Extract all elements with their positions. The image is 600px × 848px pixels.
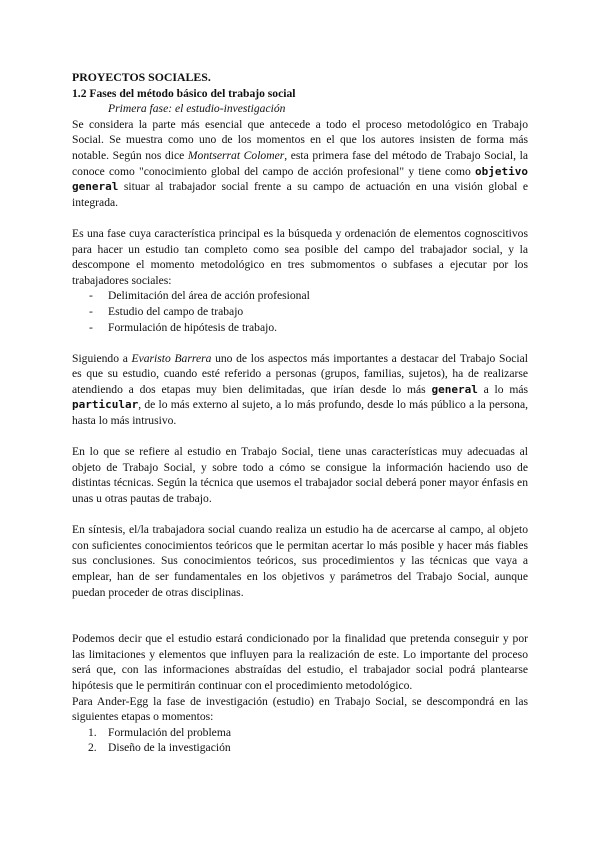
list-item-label: Delimitación del área de acción profesional bbox=[108, 289, 310, 303]
document-title: PROYECTOS SOCIALES. bbox=[72, 70, 211, 84]
list-item-label: Formulación del problema bbox=[108, 725, 231, 739]
list-item bbox=[72, 740, 528, 756]
paragraph-barrera-text-1: Siguiendo a bbox=[72, 351, 132, 365]
author-barrera: Evaristo Barrera bbox=[131, 351, 212, 365]
paragraph-gap-large bbox=[72, 600, 528, 631]
paragraph-conditioning: Podemos decir que el estudio estará condicionado por la finalidad que pretenda conseguir y por las limitaciones y elementos que influyen para la realización de este. Lo importante del proceso será que, con las informaciones abstraídas del estudio, el trabajador social podrá plantearse hipótesis que le permitirán continuar con el procedimiento metodológico. bbox=[72, 632, 528, 692]
list-item-label: Formulación de hipótesis de trabajo. bbox=[108, 320, 278, 334]
paragraph-gap bbox=[72, 507, 528, 523]
paragraph-gap bbox=[72, 429, 528, 445]
paragraph-barrera-text-2: uno de los aspectos más importantes a destacar del Trabajo Social es que su estudio, cuando esté referido a personas (grupos, familias, sujetos), ha de realizarse atendiendo a dos etapas muy bien delimitadas, que irían desde lo más bbox=[72, 351, 528, 396]
list-item bbox=[72, 288, 528, 304]
paragraph-intro-text-2: , esta primera fase del método de Trabajo Social, la conoce como "conocimiento global del campo de acción profesional" y tiene como bbox=[72, 148, 528, 178]
list-number: 1. bbox=[88, 725, 97, 739]
paragraph-barrera-text-3: a lo más bbox=[477, 382, 528, 396]
dash-bullet: - bbox=[89, 304, 93, 318]
paragraph-intro bbox=[72, 117, 528, 211]
paragraph-gap bbox=[72, 210, 528, 226]
list-item bbox=[72, 304, 528, 320]
list-number: 2. bbox=[88, 741, 97, 755]
submoments-list bbox=[72, 288, 528, 335]
paragraph-techniques: En lo que se refiere al estudio en Trabajo Social, tiene unas características muy adecuadas al objeto de Trabajo Social, y sobre todo a cómo se consigue la información haciendo uso de distintas técnicas. Según la técnica que usemos el trabajador social deberá poner mayor énfasis en unas u otras pautas de trabajo. bbox=[72, 445, 528, 506]
paragraph-gap bbox=[72, 335, 528, 351]
paragraph-intro-text-3: situar al trabajador social frente a su campo de actuación en una visión global e integrada. bbox=[72, 180, 528, 209]
paragraph-synthesis: En síntesis, el/la trabajadora social cuando realiza un estudio ha de acercarse al campo, al objeto con suficientes conocimientos teóricos que le permitan acertar lo más posible y hacer más fiables sus conclusiones. Sus conocimientos teóricos, sus procedimientos y las técnicas que vaya a emplear, han de ser fundamentales en los objetivos y parámetros del Trabajo Social, aunque puedan proceder de otras disciplinas. bbox=[72, 523, 528, 599]
dash-bullet: - bbox=[89, 289, 93, 303]
section-heading: 1.2 Fases del método básico del trabajo social bbox=[72, 86, 296, 100]
particular-term: particular bbox=[72, 398, 139, 412]
list-item bbox=[72, 725, 528, 741]
paragraph-ander-egg: Para Ander-Egg la fase de investigación (estudio) en Trabajo Social, se descompondrá en las siguientes etapas o momentos: bbox=[72, 694, 528, 724]
list-item-label: Diseño de la investigación bbox=[108, 741, 231, 755]
objetivo-general-term: objetivo general bbox=[72, 164, 528, 194]
dash-bullet: - bbox=[89, 320, 93, 334]
general-term: general bbox=[431, 382, 478, 396]
paragraph-barrera-text-4: , de lo más externo al sujeto, a lo más profundo, desde lo más público a la persona, hasta lo más intrusivo. bbox=[72, 398, 528, 428]
paragraph-barrera bbox=[72, 351, 528, 429]
document-page bbox=[72, 70, 528, 756]
paragraph-characteristics: Es una fase cuya característica principal es la búsqueda y ordenación de elementos cognoscitivos para hacer un estudio tan completo como sea posible del campo del trabajador social, y la descompone el momento metodológico en tres submomentos o subfases a ejecutar por los trabajadores sociales: bbox=[72, 226, 528, 287]
list-item bbox=[72, 320, 528, 336]
author-colomer: Montserrat Colomer bbox=[187, 148, 285, 162]
stages-list bbox=[72, 725, 528, 756]
phase-title: Primera fase: el estudio-investigación bbox=[108, 102, 286, 116]
paragraph-intro-text-1: Se considera la parte más esencial que antecede a todo el proceso metodológico en Trabajo Social. Se muestra como uno de los momentos en el que los autores insisten de forma más notable. Según nos dice bbox=[72, 117, 528, 162]
list-item-label: Estudio del campo de trabajo bbox=[108, 304, 244, 318]
